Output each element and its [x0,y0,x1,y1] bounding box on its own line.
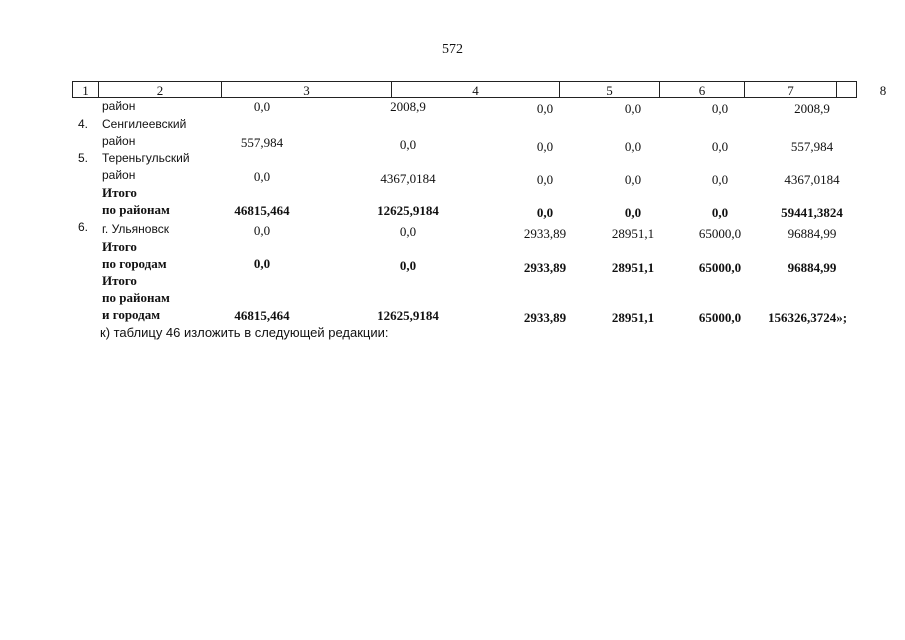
row-value-col-3: 0,0 [253,256,271,271]
row-value-col-4: 12625,9184 [377,203,439,218]
header-col-2: 2 [99,82,222,97]
row-value-col-5: 0,0 [536,205,554,220]
row-value-col-3: 557,984 [240,135,284,150]
header-col-7: 7 [745,82,837,97]
page-number: 572 [442,42,463,57]
row-value-col-5: 0,0 [536,172,554,187]
row-name: по районам [102,290,170,305]
row-name: по городам [102,256,167,271]
row-value-col-4: 0,0 [399,137,417,152]
row-number: 4. [78,117,89,131]
row-value-col-7: 0,0 [711,101,729,116]
header-col-4: 4 [392,82,560,97]
row-name: г. Ульяновск [102,222,169,236]
row-value-col-8: 96884,99 [787,260,837,275]
row-name: район [102,134,136,148]
row-value-col-7: 65000,0 [698,226,742,241]
row-value-col-6: 28951,1 [611,260,655,275]
header-col-6: 6 [660,82,745,97]
row-value-col-5: 2933,89 [523,310,567,325]
row-value-col-7: 65000,0 [698,310,742,325]
row-value-col-4: 4367,0184 [380,171,436,186]
row-value-col-4: 0,0 [399,224,417,239]
row-value-col-8: 156326,3724»; [768,310,848,325]
row-value-col-7: 0,0 [711,139,729,154]
row-number: 6. [78,220,89,234]
row-value-col-4: 0,0 [399,258,417,273]
row-value-col-6: 0,0 [624,172,642,187]
row-name: Итого [102,239,137,254]
row-name: по районам [102,202,170,217]
row-value-col-8: 557,984 [790,139,834,154]
row-value-col-4: 2008,9 [390,99,426,114]
row-value-col-5: 2933,89 [523,260,567,275]
row-value-col-7: 65000,0 [698,260,742,275]
row-value-col-4: 12625,9184 [377,308,439,323]
header-col-1: 1 [73,82,99,97]
row-value-col-6: 28951,1 [611,226,655,241]
row-name: Тереньгульский [102,151,190,165]
header-col-8: 8 [879,83,887,98]
row-name: Итого [102,273,137,288]
table-header-row [72,81,887,98]
row-value-col-3: 46815,464 [234,203,290,218]
row-value-col-3: 0,0 [253,223,271,238]
row-value-col-7: 0,0 [711,172,729,187]
row-name: и городам [102,307,161,322]
row-value-col-3: 46815,464 [234,308,290,323]
row-value-col-7: 0,0 [711,205,729,220]
row-name: район [102,99,136,113]
row-name: Сенгилеевский [102,117,187,131]
row-value-col-6: 0,0 [624,205,642,220]
row-value-col-8: 59441,3824 [781,205,843,220]
row-name: Итого [102,185,137,200]
row-value-col-5: 2933,89 [523,226,567,241]
row-value-col-6: 0,0 [624,101,642,116]
row-value-col-8: 96884,99 [787,226,837,241]
row-value-col-3: 0,0 [253,169,271,184]
row-value-col-8: 2008,9 [794,101,830,116]
header-col-5: 5 [560,82,660,97]
row-value-col-8: 4367,0184 [784,172,840,187]
row-value-col-5: 0,0 [536,101,554,116]
row-value-col-6: 0,0 [624,139,642,154]
row-number: 5. [78,151,89,165]
row-value-col-6: 28951,1 [611,310,655,325]
row-value-col-3: 0,0 [253,99,271,114]
header-col-3: 3 [222,82,392,97]
row-name: район [102,168,136,182]
row-value-col-5: 0,0 [536,139,554,154]
footer-text: к) таблицу 46 изложить в следующей редакции: [100,325,389,340]
